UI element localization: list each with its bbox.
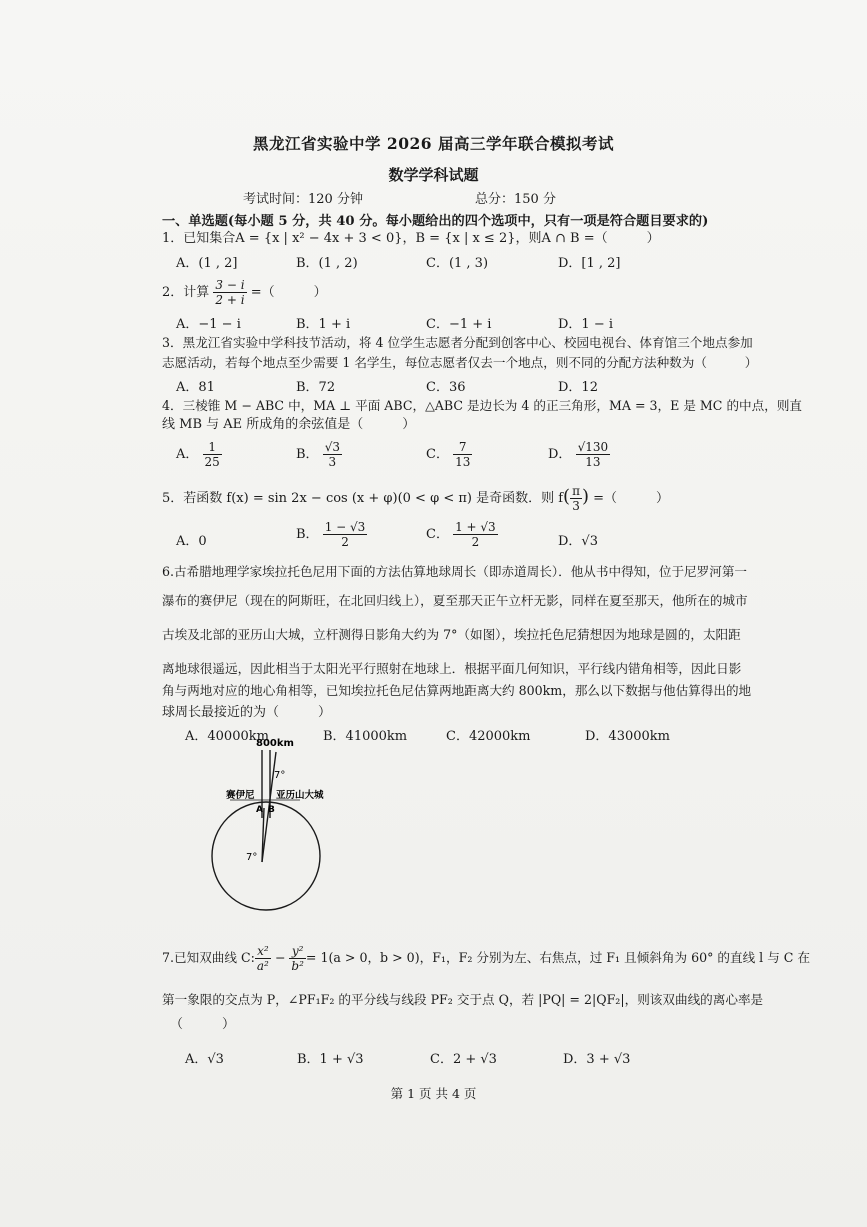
question-4-line-1: 4．三棱锥 M − ABC 中，MA ⊥ 平面 ABC，△ABC 是边长为 4 的正三角形，MA = 3，E 是 MC 的中点，则直	[162, 398, 803, 413]
fraction-numerator: √130	[577, 440, 609, 454]
page-footer: 第 1 页 共 4 页	[390, 1086, 477, 1101]
question-7-line-1-text: = 1(a > 0，b > 0)，F₁，F₂ 分别为左、右焦点，过 F₁ 且倾斜角为 60° 的直线 l 与 C 在	[305, 950, 811, 965]
question-3-line-2: 志愿活动，若每个地点至少需要 1 名学生，每位志愿者仅去一个地点，则不同的分配方法种数为（ ）	[162, 355, 758, 370]
question-5-arg-fraction	[570, 484, 582, 513]
question-6-line-6: 球周长最接近的为（ ）	[162, 705, 332, 720]
distance-label: 800km	[256, 738, 294, 749]
option-b-fraction	[323, 520, 368, 549]
question-5-option-b	[296, 520, 367, 549]
question-2-option-d: D．1 − i	[558, 317, 614, 332]
fraction-denominator: 2	[471, 535, 480, 549]
question-6-option-d: D．43000km	[585, 729, 670, 744]
question-1-option-d: D．[1 , 2]	[558, 256, 621, 271]
section-heading-single-choice: 一、单选题(每小题 5 分，共 40 分。每小题给出的四个选项中，只有一项是符合题目要求的)	[162, 214, 709, 229]
fraction-denominator: 25	[204, 455, 220, 469]
point-a-label: A	[256, 805, 263, 815]
exam-score: 总分：150 分	[475, 192, 556, 207]
question-2-option-a: A．−1 − i	[176, 317, 241, 332]
fraction-denominator: a²	[256, 959, 269, 973]
question-5-option-d: D．√3	[558, 534, 598, 549]
question-7-line-1: 7.已知双曲线 C: $\frac{\text{x²}}{\text{a²}}$ − $\frac{\text{y²}}{\text{b²}}$ = 1(a > 0，b > 0)，F₁，F₂ 分别为左、右焦点，过 F₁ 且倾斜角为 60° 的直线 l 与 C 在	[162, 944, 811, 973]
question-2-suffix: =（ ）	[250, 285, 327, 300]
syene-label: 赛伊尼	[226, 790, 255, 801]
question-7-option-c: C．2 + √3	[430, 1052, 497, 1067]
fraction-denominator: 3	[572, 499, 580, 513]
question-3-option-a: A．81	[176, 380, 215, 395]
question-7-line-2: 第一象限的交点为 P，∠PF₁F₂ 的平分线与线段 PF₂ 交于点 Q，若 |PQ| = 2|QF₂|，则该双曲线的离心率是	[162, 992, 764, 1007]
option-label: D．	[548, 447, 572, 462]
fraction-numerator: 1 + √3	[455, 520, 496, 534]
question-6-option-a: A．40000km	[185, 729, 269, 744]
fraction-numerator: 7	[453, 440, 472, 455]
question-3-option-d: D．12	[558, 380, 598, 395]
question-1-option-a: A．(1 , 2]	[176, 256, 238, 271]
option-d-fraction	[576, 440, 611, 469]
question-4-option-d	[548, 440, 610, 469]
fraction-numerator: 1	[203, 440, 222, 455]
question-7-option-a: A．√3	[185, 1052, 224, 1067]
question-6-line-5: 角与两地对应的地心角相等，已知埃拉托色尼估算两地距离大约 800km，那么以下数据与他估算得出的地	[162, 683, 752, 698]
option-b-fraction	[323, 440, 342, 469]
question-6-line-4: 离地球很遥远，因此相当于太阳光平行照射在地球上．根据平面几何知识，平行线内错角相等，因此日影	[162, 661, 742, 676]
fraction-denominator: 13	[455, 455, 471, 469]
question-7-prefix: 7.已知双曲线 C:	[162, 950, 255, 965]
question-5-text: 5．若函数 f(x) = sin 2x − cos (x + φ)(0 < φ < π) 是奇函数．则 f	[162, 491, 564, 506]
question-5-option-c	[426, 520, 498, 549]
question-4-option-a	[176, 440, 222, 469]
question-1-option-c: C．(1 , 3)	[426, 256, 489, 271]
question-7-option-d: D．3 + √3	[563, 1052, 631, 1067]
option-c-fraction	[453, 520, 498, 549]
fraction-numerator: √3	[324, 440, 340, 454]
question-2-stem	[162, 278, 327, 307]
fraction-denominator: 3	[328, 455, 337, 469]
angle-center-label: 7°	[246, 852, 258, 863]
earth-circumference-figure	[200, 738, 340, 928]
fraction-denominator: 13	[585, 455, 601, 469]
y-fraction	[289, 944, 306, 973]
angle-top-label: 7°	[274, 770, 286, 781]
question-1-stem: 1．已知集合A = {x | x² − 4x + 3 < 0}，B = {x | x ≤ 2}，则A ∩ B =（ ）	[162, 231, 660, 246]
exam-subtitle: 数学学科试题	[388, 166, 479, 184]
question-6-line-3: 古埃及北部的亚历山大城，立杆测得日影角大约为 7°（如图），埃拉托色尼猜想因为地球是圆的，太阳距	[162, 627, 741, 642]
question-5-option-a: A．0	[176, 534, 207, 549]
fraction-numerator: x²	[255, 944, 271, 959]
question-2-prefix: 2．计算	[162, 285, 210, 300]
fraction-numerator: 3 − i	[215, 278, 245, 292]
exam-title: 黑龙江省实验中学 2026 届高三学年联合模拟考试	[253, 134, 614, 153]
question-7-line-3: （ ）	[170, 1017, 236, 1032]
question-3-option-b: B．72	[296, 380, 336, 395]
earth-circle	[212, 802, 320, 910]
question-6-option-b: B．41000km	[323, 729, 408, 744]
fraction-numerator: 1 − √3	[324, 520, 366, 534]
question-2-option-c: C．−1 + i	[426, 317, 492, 332]
x-fraction	[255, 944, 271, 973]
question-4-option-b	[296, 440, 342, 469]
question-3-line-1: 3．黑龙江省实验中学科技节活动，将 4 位学生志愿者分配到创客中心、校园电视台、体育馆三个地点参加	[162, 335, 753, 350]
option-a-fraction	[203, 440, 222, 469]
question-4-option-c	[426, 440, 472, 469]
option-label: B．	[296, 527, 319, 542]
option-label: B．	[296, 447, 319, 462]
question-1-option-b: B．(1 , 2)	[296, 256, 358, 271]
question-6-option-c: C．42000km	[446, 729, 531, 744]
fraction-denominator: 2	[341, 535, 349, 549]
option-c-fraction	[453, 440, 472, 469]
fraction-numerator: π	[572, 484, 580, 498]
point-b-label: B	[268, 805, 275, 815]
fraction-denominator: 2 + i	[215, 293, 245, 307]
question-2-option-b: B．1 + i	[296, 317, 351, 332]
question-6-line-2: 瀑布的赛伊尼（现在的阿斯旺，在北回归线上），夏至那天正午立杆无影，同样在夏至那天，他所在的城市	[162, 593, 748, 608]
fraction-numerator: y²	[289, 944, 306, 959]
question-5-stem: 5．若函数 f(x) = sin 2x − cos (x + φ)(0 < φ < π) 是奇函数．则 f( $\frac{\pi}{3}$ ) =（ ）	[162, 484, 670, 513]
option-label: A．	[176, 447, 199, 462]
fraction-denominator: b²	[291, 959, 304, 973]
option-label: C．	[426, 447, 449, 462]
question-3-option-c: C．36	[426, 380, 466, 395]
question-6-line-1: 6.古希腊地理学家埃拉托色尼用下面的方法估算地球周长（即赤道周长）．他从书中得知，位于尼罗河第一	[162, 564, 748, 579]
question-7-option-b: B．1 + √3	[297, 1052, 364, 1067]
question-4-line-2: 线 MB 与 AE 所成角的余弦值是（ ）	[162, 417, 416, 432]
exam-time: 考试时间：120 分钟	[243, 192, 363, 207]
alexandria-label: 亚历山大城	[276, 790, 324, 801]
question-2-fraction	[213, 278, 246, 307]
question-5-suffix: =（ ）	[593, 491, 670, 506]
option-label: C．	[426, 527, 449, 542]
